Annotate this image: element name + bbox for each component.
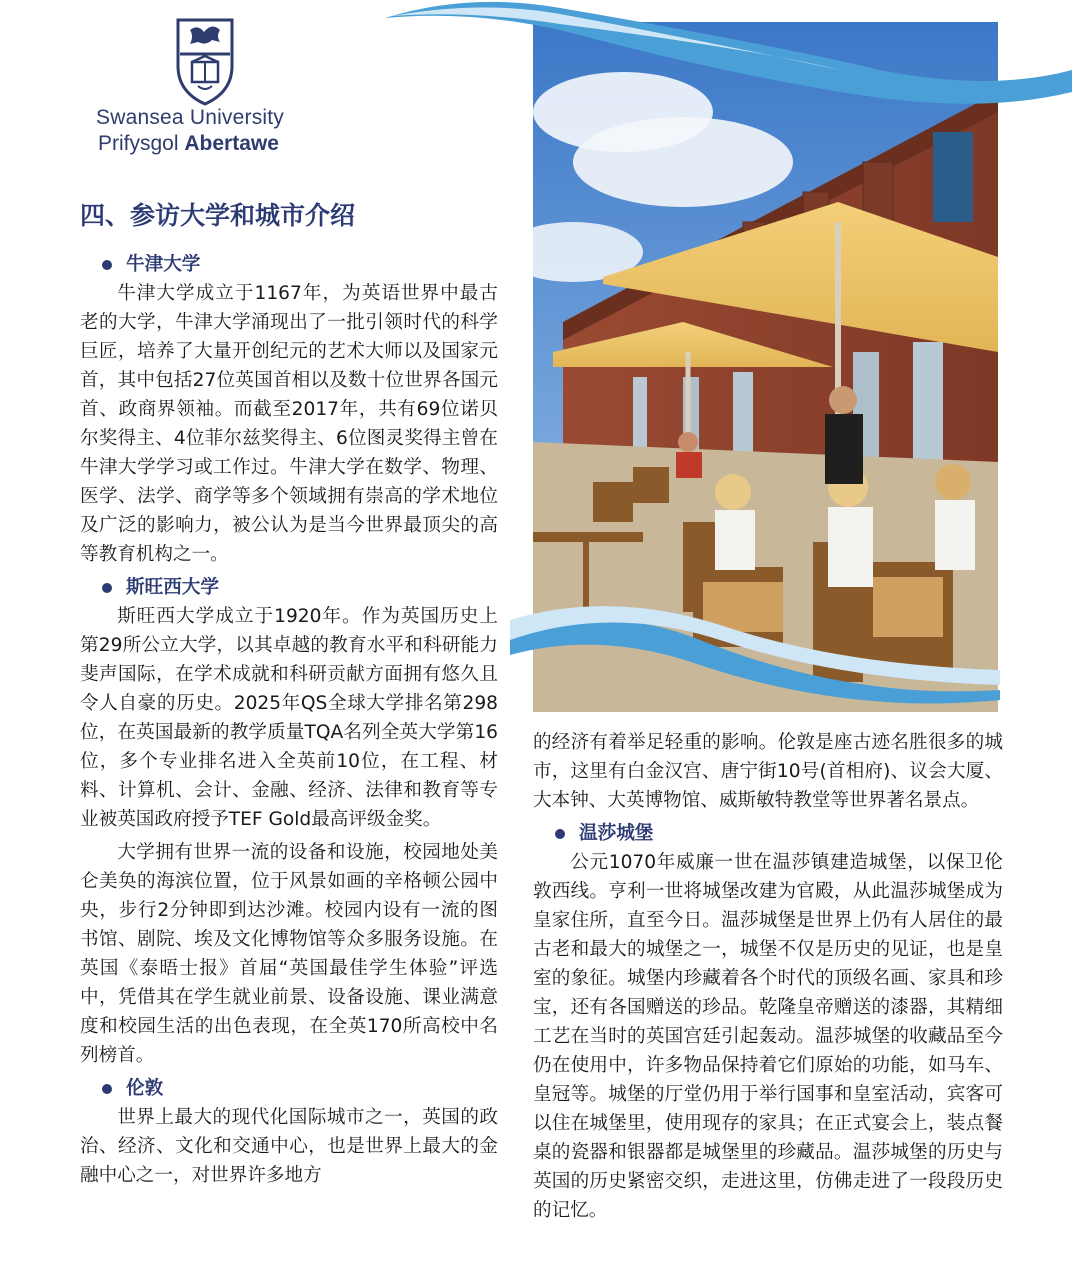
bullet-icon <box>102 260 112 270</box>
paragraph-london: 世界上最大的现代化国际城市之一，英国的政治、经济、文化和交通中心，也是世界上最大的金融中心之一，对世界许多地方 <box>80 1107 498 1186</box>
bullet-icon <box>102 583 112 593</box>
campus-cafe-photo <box>533 22 998 712</box>
university-name-english: Swansea University <box>96 106 285 129</box>
university-logo <box>96 14 316 164</box>
bullet-icon <box>555 829 565 839</box>
left-column <box>80 250 498 1190</box>
heading-windsor: 温莎城堡 <box>555 819 1003 848</box>
university-crest-icon <box>172 14 238 106</box>
right-column <box>533 728 1003 1225</box>
paragraph-swansea-2: 大学拥有世界一流的设备和设施，校园地处美仑美奂的海滨位置，位于风景如画的辛格顿公园中央，步行2分钟即到达沙滩。校园内设有一流的图书馆、剧院、埃及文化博物馆等众多服务设施。在英国《泰晤士报》首届“英国最佳学生体验”评选中，凭借其在学生就业前景、设备设施、课业满意度和校园生活的出色表现，在全英170所高校中名列榜首。 <box>80 842 498 1066</box>
paragraph-windsor: 公元1070年威廉一世在温莎镇建造城堡，以保卫伦敦西线。亨利一世将城堡改建为官殿，从此温莎城堡成为皇家住所，直至今日。温莎城堡是世界上仍有人居住的最古老和最大的城堡之一，城堡不仅是历史的见证，也是皇室的象征。城堡内珍藏着各个时代的顶级名画、家具和珍宝，还有各国赠送的珍品。乾隆皇帝赠送的漆器，其精细工艺在当时的英国宫廷引起轰动。温莎城堡的收藏品至今仍在使用中，许多物品保持着它们原始的功能，如马车、皇冠等。城堡的厅堂仍用于举行国事和皇室活动，宾客可以住在城堡里，使用现存的家具；在正式宴会上，装点餐桌的瓷器和银器都是城堡里的珍藏品。温莎城堡的历史与英国的历史紧密交织，走进这里，仿佛走进了一段段历史的记忆。 <box>533 852 1003 1221</box>
section-title: 四、参访大学和城市介绍 <box>80 201 356 230</box>
paragraph-oxford: 牛津大学成立于1167年，为英语世界中最古老的大学，牛津大学涌现出了一批引领时代的科学巨匠，培养了大量开创纪元的艺术大师以及国家元首，其中包括27位英国首相以及数十位世界各国元首、政商界领袖。而截至2017年，共有69位诺贝尔奖得主、4位菲尔兹奖得主、6位图灵奖得主曾在牛津大学学习或工作过。牛津大学在数学、物理、医学、法学、商学等多个领域拥有崇高的学术地位及广泛的影响力，被公认为是当今世界最顶尖的高等教育机构之一。 <box>80 283 498 565</box>
heading-oxford: 牛津大学 <box>102 250 498 279</box>
paragraph-swansea-1: 斯旺西大学成立于1920年。作为英国历史上第29所公立大学，以其卓越的教育水平和科研能力斐声国际，在学术成就和科研贡献方面拥有悠久且令人自豪的历史。2025年QS全球大学排名第298位，在英国最新的教学质量TQA名列全英大学第16位，多个专业排名进入全英前10位，在工程、材料、计算机、会计、金融、经济、法律和教育等专业被英国政府授予TEF Gold最高评级金奖。 <box>80 606 498 830</box>
university-name-welsh: Prifysgol Abertawe <box>98 132 279 155</box>
bullet-icon <box>102 1084 112 1094</box>
heading-swansea: 斯旺西大学 <box>102 573 498 602</box>
heading-london: 伦敦 <box>102 1074 498 1103</box>
paragraph-london-continued: 的经济有着举足轻重的影响。伦敦是座古迹名胜很多的城市，这里有白金汉宫、唐宁街10号(首相府)、议会大厦、大本钟、大英博物馆、威斯敏特教堂等世界著名景点。 <box>533 732 1003 811</box>
